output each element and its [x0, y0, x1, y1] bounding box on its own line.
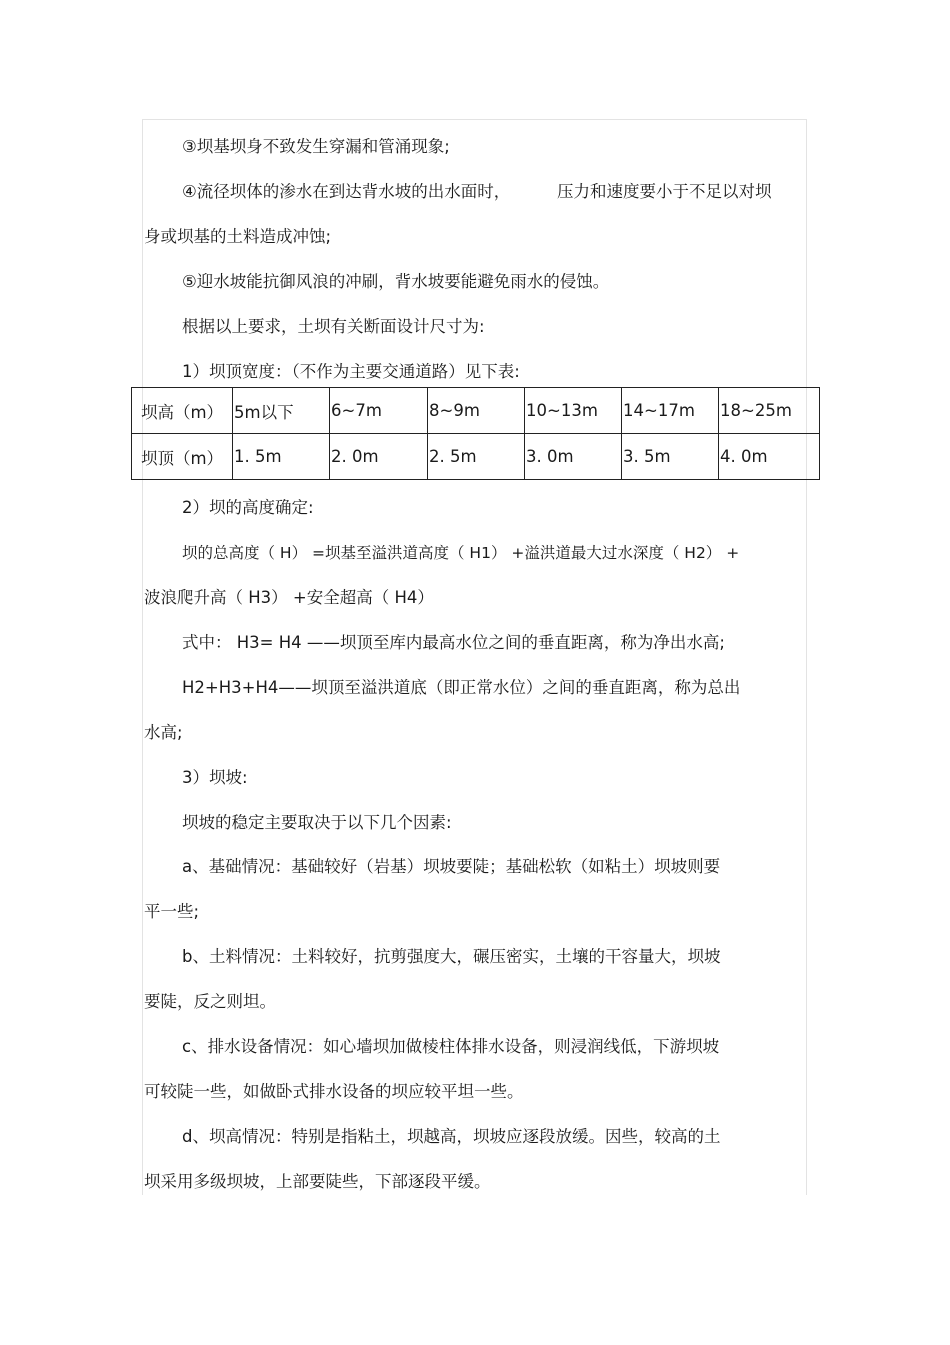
- table-cell: 1. 5m: [233, 434, 330, 480]
- table-cell: 8~9m: [428, 388, 525, 434]
- table-cell: 2. 0m: [330, 434, 428, 480]
- paragraph-13b: 要陡，反之则坦。: [144, 992, 276, 1011]
- paragraph-2a: ④流径坝体的渗水在到达背水坡的出水面时，: [182, 182, 511, 201]
- table-cell: 18~25m: [719, 388, 820, 434]
- table-cell: 14~17m: [622, 388, 719, 434]
- table-cell: 4. 0m: [719, 434, 820, 480]
- table-cell: 坝高（m）: [132, 388, 233, 434]
- paragraph-1: ③坝基坝身不致发生穿漏和管涌现象;: [182, 137, 450, 156]
- paragraph-12b: 平一些;: [144, 902, 200, 921]
- paragraph-4: 根据以上要求，土坝有关断面设计尺寸为:: [182, 317, 485, 336]
- table-cell: 3. 0m: [525, 434, 622, 480]
- paragraph-8: 式中： H3= H4 ——坝顶至库内最高水位之间的垂直距离，称为净出水高;: [182, 633, 725, 652]
- paragraph-9a: H2+H3+H4——坝顶至溢洪道底（即正常水位）之间的垂直距离，称为总出: [182, 678, 741, 697]
- paragraph-7a: 坝的总高度（ H） =坝基至溢洪道高度（ H1） +溢洪道最大过水深度（ H2） +: [182, 544, 740, 562]
- paragraph-13a: b、土料情况：土料较好，抗剪强度大，碾压密实，土壤的干容量大，坝坡: [182, 947, 721, 966]
- paragraph-2b: 压力和速度要小于不足以对坝: [557, 182, 772, 201]
- paragraph-7b: 波浪爬升高（ H3） +安全超高（ H4）: [144, 588, 434, 607]
- table-cell: 3. 5m: [622, 434, 719, 480]
- paragraph-10: 3）坝坡:: [182, 768, 248, 787]
- table-cell: 坝顶（m）: [132, 434, 233, 480]
- paragraph-3: ⑤迎水坡能抗御风浪的冲刷，背水坡要能避免雨水的侵蚀。: [182, 272, 610, 291]
- paragraph-11: 坝坡的稳定主要取决于以下几个因素:: [182, 813, 452, 832]
- paragraph-14b: 可较陡一些，如做卧式排水设备的坝应较平坦一些。: [144, 1082, 524, 1101]
- table-row: [132, 434, 820, 480]
- table-cell: 5m以下: [233, 388, 330, 434]
- crest-width-table: [131, 387, 820, 480]
- paragraph-6: 2）坝的高度确定:: [182, 498, 314, 517]
- table-cell: 2. 5m: [428, 434, 525, 480]
- table-cell: 10~13m: [525, 388, 622, 434]
- paragraph-15a: d、坝高情况：特别是指粘土，坝越高，坝坡应逐段放缓。因些，较高的土: [182, 1127, 721, 1146]
- table-row: [132, 388, 820, 434]
- paragraph-5: 1）坝顶宽度：（不作为主要交通道路）见下表:: [182, 362, 520, 381]
- paragraph-2c: 身或坝基的土料造成冲蚀;: [144, 227, 332, 246]
- paragraph-15b: 坝采用多级坝坡，上部要陡些，下部逐段平缓。: [144, 1172, 491, 1191]
- table-cell: 6~7m: [330, 388, 428, 434]
- paragraph-12a: a、基础情况：基础较好（岩基）坝坡要陡；基础松软（如粘土）坝坡则要: [182, 857, 721, 876]
- paragraph-14a: c、排水设备情况：如心墙坝加做棱柱体排水设备，则浸润线低，下游坝坡: [182, 1037, 720, 1056]
- paragraph-9b: 水高;: [144, 723, 183, 742]
